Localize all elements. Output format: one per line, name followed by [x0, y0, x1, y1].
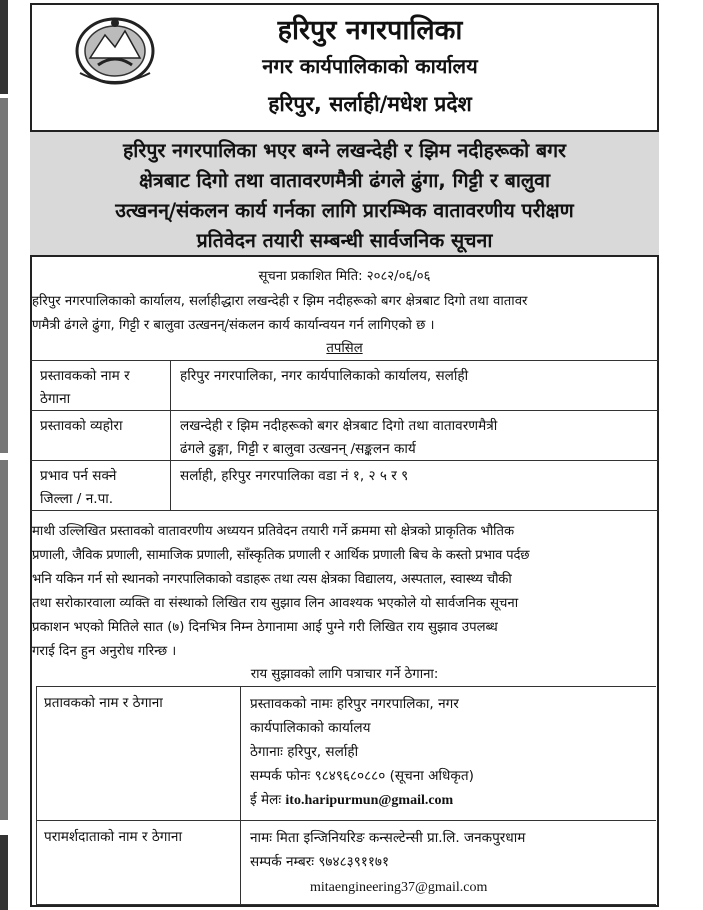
email-prefix: ई मेलः [250, 792, 282, 808]
row-label: प्रस्तावकको नाम र [40, 368, 130, 384]
left-edge-bar-3 [0, 460, 8, 820]
table-border [30, 410, 659, 411]
table-row [40, 415, 123, 434]
details-heading: तपसिल [326, 341, 363, 356]
headline-line: उत्खनन्/संकलन कार्य गर्नका लागि प्रारम्भिक वातावरणीय परीक्षण [115, 199, 574, 222]
row-value [180, 415, 497, 457]
table-row [40, 465, 116, 507]
proponent-email[interactable]: ito.haripurmun@gmail.com [285, 793, 454, 808]
government-emblem-icon [70, 13, 160, 88]
org-name: हरिपुर नगरपालिका [277, 15, 463, 46]
contact-heading: राय सुझावको लागि पत्राचार गर्ने ठेगाना: [250, 667, 439, 682]
office-name: नगर कार्यपालिकाको कार्यालय [262, 54, 478, 78]
body-line: भनि यकिन गर्न सो स्थानको नगरपालिकाको वडाहरू तथा त्यस क्षेत्रका विद्यालय, अस्पताल, स्वास्थ्य चौकी [32, 572, 512, 587]
headline-line: हरिपुर नगरपालिका भएर बग्ने लखन्देही र झिम नदीहरूको बगर [122, 139, 567, 162]
proponent-line: सम्पर्क फोनः ९८४९६८०८८० (सूचना अधिकृत) [250, 768, 474, 784]
row-label: ठेगाना [40, 391, 71, 407]
consultant-email[interactable]: mitaengineering37@gmail.com [310, 880, 488, 895]
contact-border [36, 820, 656, 821]
intro-line: हरिपुर नगरपालिकाको कार्यालय, सर्लाहीद्धारा लखन्देही र झिम नदीहरूको बगर क्षेत्रबाट दिगो तथा वातावर [32, 294, 528, 309]
intro-line: णमैत्री ढंगले ढुंगा, गिट्टी र बालुवा उत्खनन्/संकलन कार्य कार्यान्वयन गर्न लागिएको छ । [32, 318, 435, 333]
left-edge-bar-2 [0, 98, 8, 453]
row-label: प्रस्तावको व्यहोरा [40, 418, 123, 434]
table-row [40, 365, 130, 407]
proponent-email-row [250, 788, 474, 813]
proponent-line: कार्यपालिकाको कार्यालय [250, 720, 371, 736]
left-edge-bar-4 [0, 835, 8, 910]
body-line: गराई दिन हुन अनुरोध गरिन्छ । [32, 644, 177, 659]
proponent-details [250, 692, 474, 813]
proponent-line: ठेगानाः हरिपुर, सर्लाही [250, 744, 359, 760]
row-label: प्रभाव पर्न सक्ने [40, 468, 117, 484]
consultant-line: सम्पर्क नम्बरः ९७४८३९११७१ [250, 854, 390, 870]
row-value-line: लखन्देही र झिम नदीहरूको बगर क्षेत्रबाट दिगो तथा वातावरणमैत्री [180, 418, 498, 434]
left-edge-bar-1 [0, 0, 8, 94]
headline-line: प्रतिवेदन तयारी सम्बन्धी सार्वजनिक सूचना [196, 229, 493, 252]
contact-border [36, 686, 37, 904]
contact-border [36, 904, 656, 905]
proponent-line: प्रस्तावकको नामः हरिपुर नगरपालिका, नगर [250, 696, 459, 712]
body-line: माथी उल्लिखित प्रस्तावको वातावरणीय अध्ययन प्रतिवेदन तयारी गर्ने क्रममा सो क्षेत्रको प्राकृतिक भौतिक [32, 524, 514, 539]
body-line: तथा सरोकारवाला व्यक्ति वा संस्थाको लिखित राय सुझाव लिन आवश्यक भएकोले यो सार्वजनिक सूचना [32, 596, 519, 611]
body-line: प्रकाशन भएको मितिले सात (७) दिनभित्र निम्न ठेगानामा आई पुग्ने गरी लिखित राय सुझाव उपलब्ध [32, 620, 498, 635]
row-value-line: ढंगले ढुङ्गा, गिट्टी र बालुवा उत्खनन् /सङ्कलन कार्य [180, 441, 416, 457]
row-value: सर्लाही, हरिपुर नगरपालिका वडा नं १, २ ५ र ९ [180, 468, 409, 484]
published-date: सूचना प्रकाशित मिति: २०८२/०६/०६ [258, 269, 431, 284]
contact-divider [240, 686, 241, 904]
office-location: हरिपुर, सर्लाही/मधेश प्रदेश [268, 92, 472, 116]
table-divider [170, 360, 171, 510]
consultant-line: नामः मिता इन्जिनियरिङ कन्सल्टेन्सी प्रा.लि. जनकपुरधाम [250, 830, 526, 846]
row-label: जिल्ला / न.पा. [40, 491, 114, 507]
table-border [30, 360, 659, 361]
consultant-details [250, 826, 525, 874]
contact-border [36, 686, 656, 687]
table-border [30, 510, 659, 511]
proponent-label: प्रतावकको नाम र ठेगाना [44, 695, 163, 711]
row-value: हरिपुर नगरपालिका, नगर कार्यपालिकाको कार्यालय, सर्लाही [180, 368, 469, 384]
consultant-label: परामर्शदाताको नाम र ठेगाना [44, 829, 182, 845]
body-line: प्रणाली, जैविक प्रणाली, सामाजिक प्रणाली, साँस्कृतिक प्रणाली र आर्थिक प्रणाली बिच के कस्तो प्रभाव पर्दछ [32, 548, 530, 563]
headline-line: क्षेत्रबाट दिगो तथा वातावरणमैत्री ढंगले ढुंगा, गिट्टी र बालुवा [138, 169, 551, 192]
table-border [30, 460, 659, 461]
